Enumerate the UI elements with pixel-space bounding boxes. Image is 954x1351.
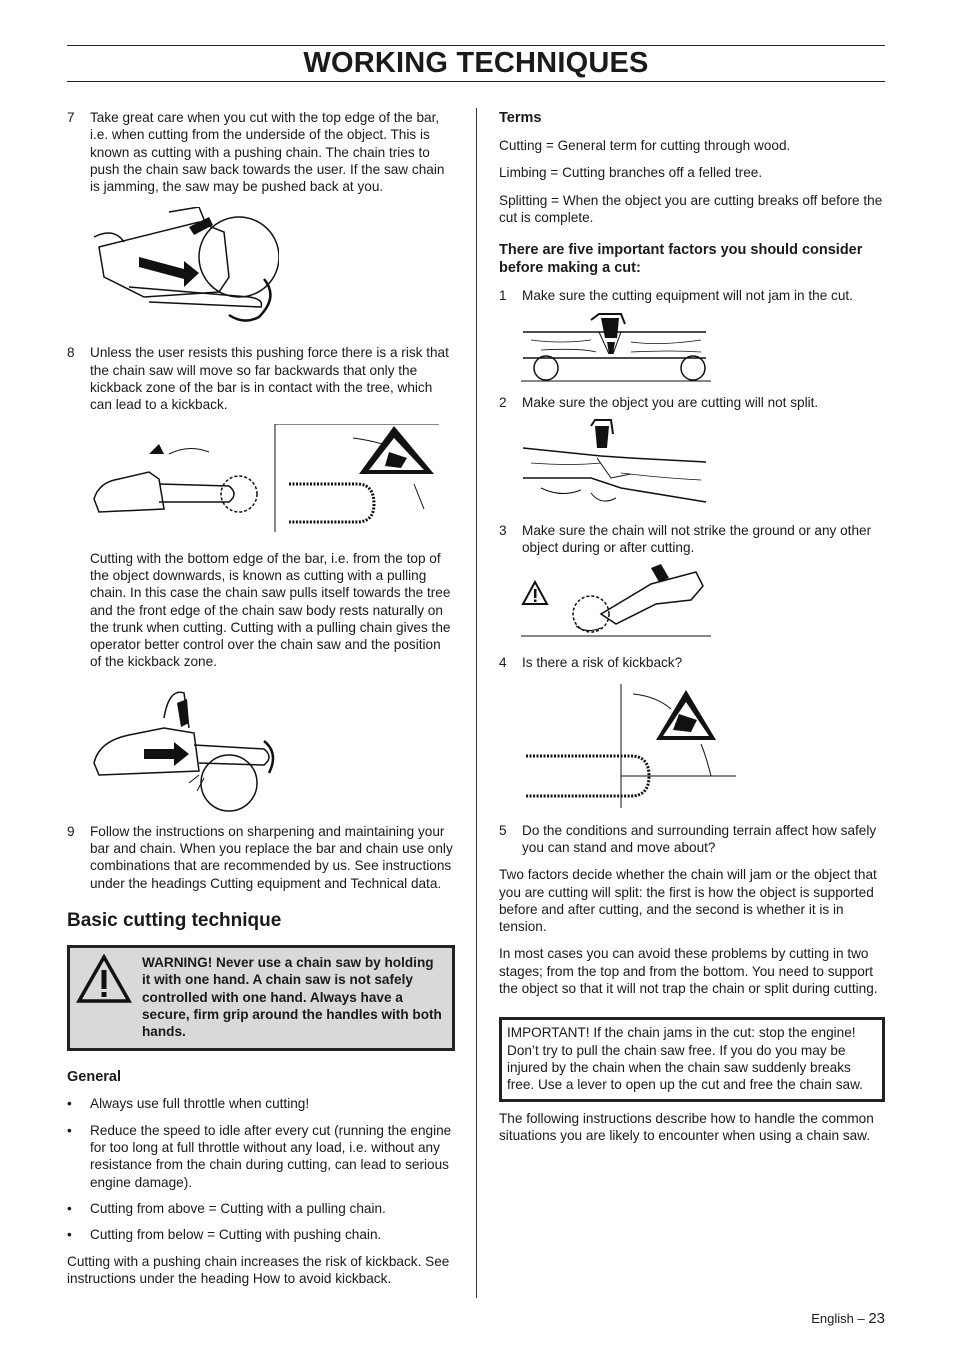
page-number: 23: [868, 1310, 885, 1327]
item-text: Make sure the chain will not strike the ground or any other object during or after cutting.: [522, 522, 872, 556]
important-box: [499, 1017, 885, 1101]
bullet: •: [67, 1122, 72, 1138]
item-number: 1: [499, 288, 507, 304]
item-number: 7: [67, 110, 75, 125]
term-limbing: Limbing = Cutting branches off a felled tree.: [499, 165, 763, 181]
pulling-chain-paragraph: Cutting with the bottom edge of the bar, i.e. from the top of the object downwards, is known as cutting with a pulling chain. In this case the chain saw pulls itself towards the tree and the front edge of the chain saw body rests naturally on the trunk when cutting. Cutting with a pulling chain gives the operator better control over the chain saw and the position of the kickback zone.: [90, 550, 451, 670]
list-item: [67, 1200, 455, 1217]
item-number: 2: [499, 395, 507, 411]
item-number: 4: [499, 655, 507, 671]
list-item: [67, 1095, 455, 1112]
bullet-text: Always use full throttle when cutting!: [90, 1096, 310, 1112]
list-item: [67, 1122, 455, 1191]
illustration-kickback-risk: [521, 684, 885, 810]
list-item-7: [67, 109, 455, 195]
item-number: 8: [67, 345, 75, 361]
bullet: •: [67, 1096, 72, 1112]
factor-item-1: [499, 287, 885, 304]
factors-title: There are five important factors you should consider before making a cut:: [499, 242, 863, 277]
bullet-text: Cutting from below = Cutting with pushing chain.: [90, 1227, 382, 1243]
item-text: Do the conditions and surrounding terrain affect how safely you can stand and move about?: [522, 822, 877, 855]
item-text: Take great care when you cut with the top edge of the bar, i.e. when cutting from the underside of the object. This is known as cutting with a pushing chain. The chain tries to push the chain saw back towards the user. If the saw chain is jamming, the saw may be pushed back at you.: [90, 110, 445, 195]
warning-box: [67, 945, 455, 1051]
list-item-9: [67, 823, 455, 892]
bullet-text: Cutting from above = Cutting with a pulling chain.: [90, 1200, 386, 1216]
illustration-ground-strike: [521, 564, 885, 644]
right-column: [499, 109, 885, 1144]
item-text: Is there a risk of kickback?: [522, 655, 683, 671]
section-title: Basic cutting technique: [67, 909, 282, 931]
illustration-pulling-chain: [89, 683, 455, 813]
item-text: Unless the user resists this pushing force there is a risk that the chain saw will move so far backwards that only the kickback zone of the bar is in contact with the tree, which can lead to a kickback.: [90, 345, 449, 413]
item-text: Make sure the cutting equipment will not jam in the cut.: [522, 288, 853, 304]
paragraph-two-stages: In most cases you can avoid these problems by cutting in two stages; from the top and from the bottom. You need to support the object so that it will not trap the chain or split during cutting.: [499, 946, 878, 997]
item-text: Follow the instructions on sharpening and maintaining your bar and chain. When you replace the bar and chain use only combinations that are recommended by us. See instructions under the headings Cutting equipment and Technical data.: [90, 823, 453, 891]
bullet: •: [67, 1200, 72, 1216]
term-splitting: Splitting = When the object you are cutting breaks off before the cut is complete.: [499, 192, 883, 225]
factor-item-4: [499, 654, 885, 671]
footer-language: English: [811, 1311, 854, 1326]
paragraph-jam-split: Two factors decide whether the chain will jam or the object that you are cutting will split: the first is how the object is supported before and after cutting, and the second is whether it is in tension.: [499, 867, 877, 935]
factor-item-2: [499, 394, 885, 411]
list-item: [67, 1226, 455, 1243]
illustration-jam: [521, 312, 885, 384]
list-item-8: [67, 344, 455, 413]
warning-triangle-icon: [76, 954, 132, 1004]
column-divider: [476, 108, 477, 1298]
warning-text: WARNING! Never use a chain saw by holding it with one hand. A chain saw is not safely controlled with one hand. Always have a secure, firm grip around the handles with both hands.: [142, 954, 442, 1040]
item-number: 5: [499, 822, 507, 838]
item-text: Make sure the object you are cutting will not split.: [522, 395, 819, 411]
header-rule-bottom: [67, 81, 885, 82]
closing-paragraph: Cutting with a pushing chain increases the risk of kickback. See instructions under the heading How to avoid kickback.: [67, 1253, 450, 1286]
terms-title: Terms: [499, 110, 542, 126]
page-title: WORKING TECHNIQUES: [303, 47, 649, 79]
factor-item-5: [499, 822, 885, 857]
item-number: 3: [499, 522, 507, 538]
bullet-text: Reduce the speed to idle after every cut (running the engine for too long at full throttle without any load, i.e. without any resistance from the chain during cutting, can lead to serious engine damage).: [90, 1122, 452, 1190]
footer-dash: –: [857, 1311, 865, 1326]
left-column: [67, 109, 455, 1287]
important-text: IMPORTANT! If the chain jams in the cut: stop the engine! Don’t try to pull the chain saw free. If you do you may be injured by the chain when the chain saw suddenly breaks free. Use a lever to open up the cut and free the chain saw.: [507, 1025, 863, 1093]
factor-item-3: [499, 522, 885, 557]
page-footer: [811, 1310, 885, 1327]
item-number: 9: [67, 823, 75, 839]
bullet-list: [67, 1095, 455, 1243]
general-title: General: [67, 1069, 121, 1086]
illustration-pushing-chain: [89, 207, 455, 327]
illustration-kickback-zone: [89, 424, 455, 536]
bullet: •: [67, 1227, 72, 1243]
illustration-split: [521, 418, 885, 510]
paragraph-following: The following instructions describe how to handle the common situations you are likely to encounter when using a chain saw.: [499, 1110, 874, 1143]
term-cutting: Cutting = General term for cutting through wood.: [499, 138, 791, 153]
